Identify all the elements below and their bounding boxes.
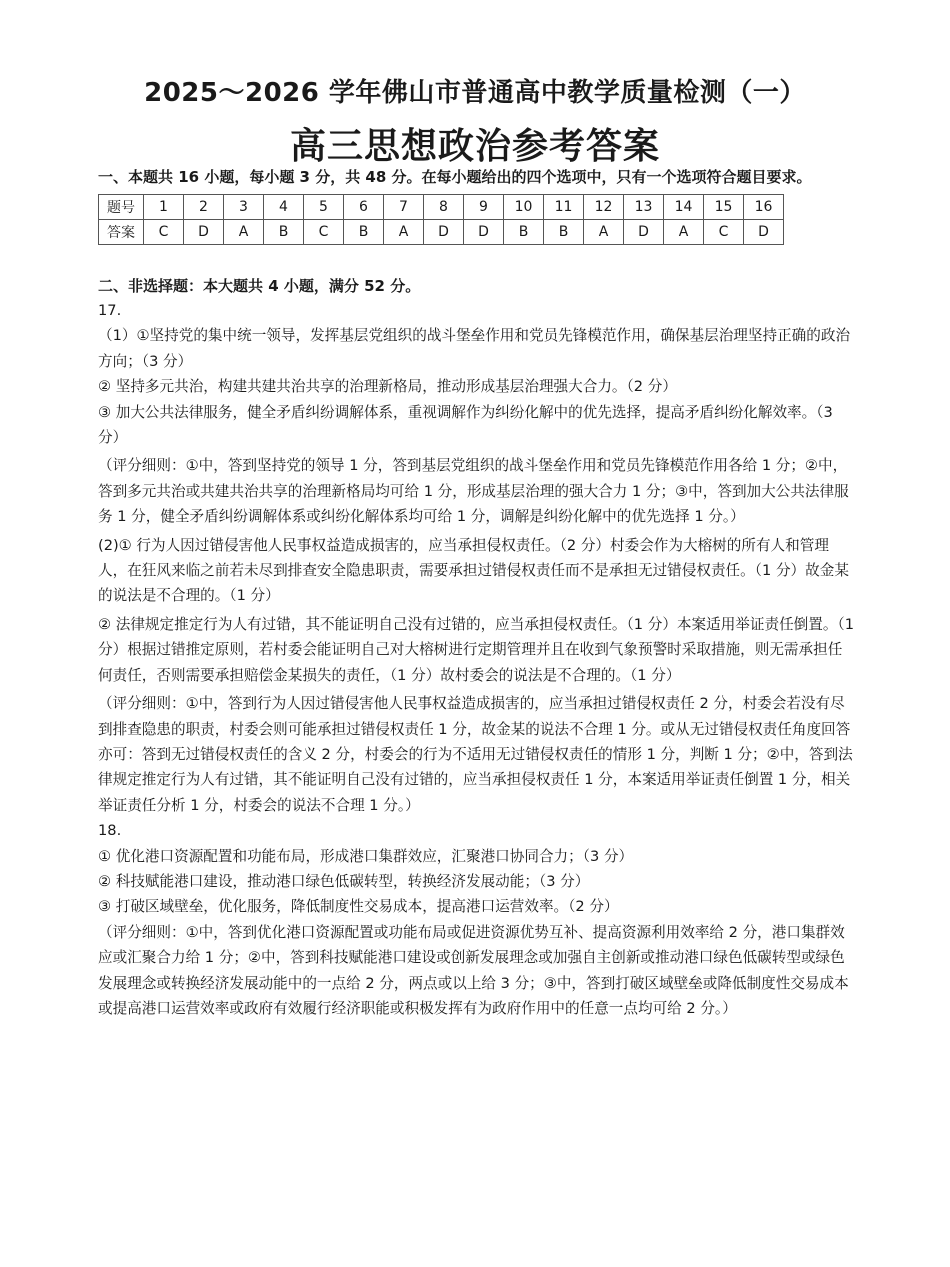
answer-cell: A xyxy=(224,220,264,245)
question-number: 13 xyxy=(624,195,664,220)
q17-part2-scoring: （评分细则：①中，答到行为人因过错侵害他人民事权益造成损害的，应当承担过错侵权责任 2 分，村委会若没有尽到排查隐患的职责，村委会则可能承担过错侵权责任 1 分，故金某的说法不合理 1 分。或从无过错侵权责任角度回答亦可：答到无过错侵权责任的含义 2 分，村委会的行为不适用无过错侵权责任的情形 1 分，判断 1 分；②中，答到法律规定推定行为人有过错，其不能证明自己没有过错的，应当承担侵权责任 1 分，本案适用举证责任倒置 1 分，相关举证责任分析 1 分，村委会的说法不合理 1 分。） xyxy=(98,695,853,814)
answer-cell: D xyxy=(624,220,664,245)
question-number: 5 xyxy=(304,195,344,220)
question-number: 4 xyxy=(264,195,304,220)
answer-cell: D xyxy=(744,220,784,245)
q18-point2: ② 科技赋能港口建设，推动港口绿色低碳转型，转换经济发展动能；（3 分） xyxy=(98,872,590,890)
q17-part1-scoring: （评分细则：①中，答到坚持党的领导 1 分，答到基层党组织的战斗堡垒作用和党员先锋模范作用各给 1 分；②中，答到多元共治或共建共治共享的治理新格局均可给 1 分，形成基层治理的强大合力 1 分；③中，答到加大公共法律服务 1 分，健全矛盾纠纷调解体系或纠纷化解体系均可给 1 分，调解是纠纷化解中的优先选择 1 分。） xyxy=(98,457,849,526)
answer-row-label: 答案 xyxy=(99,220,144,245)
answer-cell: D xyxy=(464,220,504,245)
answer-cell: B xyxy=(344,220,384,245)
question-number: 6 xyxy=(344,195,384,220)
answer-cell: A xyxy=(384,220,424,245)
answer-cell: B xyxy=(504,220,544,245)
answer-cell: B xyxy=(544,220,584,245)
q17-part1-point3: ③ 加大公共法律服务，健全矛盾纠纷调解体系，重视调解作为纠纷化解中的优先选择，提高矛盾纠纷化解效率。（3 分） xyxy=(98,403,833,447)
q17-part2-point2: ② 法律规定推定行为人有过错，其不能证明自己没有过错的，应当承担侵权责任。（1 分）本案适用举证责任倒置。（1 分）根据过错推定原则，若村委会能证明自己对大榕树进行定期管理并且在收到气象预警时采取措施，则无需承担任何责任，否则需要承担赔偿金某损失的责任，（1 分）故村委会的说法是不合理的。（1 分） xyxy=(98,615,855,684)
question-number: 14 xyxy=(664,195,704,220)
answer-row xyxy=(99,220,784,245)
section2-heading: 二、非选择题：本大题共 4 小题，满分 52 分。 xyxy=(98,277,421,295)
question-number: 2 xyxy=(184,195,224,220)
number-row xyxy=(99,195,784,220)
question-number: 8 xyxy=(424,195,464,220)
document-body xyxy=(98,166,856,1021)
question-number: 7 xyxy=(384,195,424,220)
answer-key-title: 高三思想政治参考答案 xyxy=(289,126,660,167)
answer-cell: C xyxy=(144,220,184,245)
answer-cell: D xyxy=(184,220,224,245)
question-number: 12 xyxy=(584,195,624,220)
number-row-label: 题号 xyxy=(99,195,144,220)
q17-part1-point1: （1）①坚持党的集中统一领导，发挥基层党组织的战斗堡垒作用和党员先锋模范作用，确保基层治理坚持正确的政治方向；（3 分） xyxy=(98,327,851,370)
question-number: 3 xyxy=(224,195,264,220)
answer-cell: D xyxy=(424,220,464,245)
question-17-label: 17. xyxy=(98,302,122,319)
question-number: 10 xyxy=(504,195,544,220)
answer-cell: A xyxy=(584,220,624,245)
question-number: 11 xyxy=(544,195,584,220)
answer-cell: A xyxy=(664,220,704,245)
q17-part2-point1: (2)① 行为人因过错侵害他人民事权益造成损害的，应当承担侵权责任。（2 分）村委会作为大榕树的所有人和管理人，在狂风来临之前若未尽到排查安全隐患职责，需要承担过错侵权责任而不是承担无过错侵权责任。（1 分）故金某的说法是不合理的。（1 分） xyxy=(98,536,849,605)
question-18-label: 18. xyxy=(98,822,122,840)
question-number: 16 xyxy=(744,195,784,220)
q18-point1: ① 优化港口资源配置和功能布局，形成港口集群效应，汇聚港口协同合力；（3 分） xyxy=(98,847,634,865)
q17-part1-point2: ② 坚持多元共治，构建共建共治共享的治理新格局，推动形成基层治理强大合力。（2 分） xyxy=(98,378,677,396)
section1-heading: 一、本题共 16 小题，每小题 3 分，共 48 分。在每小题给出的四个选项中，只有一个选项符合题目要求。 xyxy=(98,168,812,186)
question-number: 1 xyxy=(144,195,184,220)
q18-scoring: （评分细则：①中，答到优化港口资源配置或功能布局或促进资源优势互补、提高资源利用效率给 2 分，港口集群效应或汇聚合力给 1 分；②中，答到科技赋能港口建设或创新发展理念或加强自主创新或推动港口绿色低碳转型或绿色发展理念或转换经济发展动能中的一点给 2 分，两点或以上给 3 分；③中，答到打破区域壁垒或降低制度性交易成本或提高港口运营效率或政府有效履行经济职能或积极发挥有为政府作用中的任意一点均可给 2 分。） xyxy=(98,923,849,1017)
question-number: 15 xyxy=(704,195,744,220)
answer-cell: C xyxy=(704,220,744,245)
q18-point3: ③ 打破区域壁垒，优化服务，降低制度性交易成本，提高港口运营效率。（2 分） xyxy=(98,898,619,916)
answer-table xyxy=(98,194,784,245)
answer-cell: C xyxy=(304,220,344,245)
answer-cell: B xyxy=(264,220,304,245)
exam-title: 2025～2026 学年佛山市普通高中教学质量检测（一） xyxy=(144,78,806,108)
question-number: 9 xyxy=(464,195,504,220)
